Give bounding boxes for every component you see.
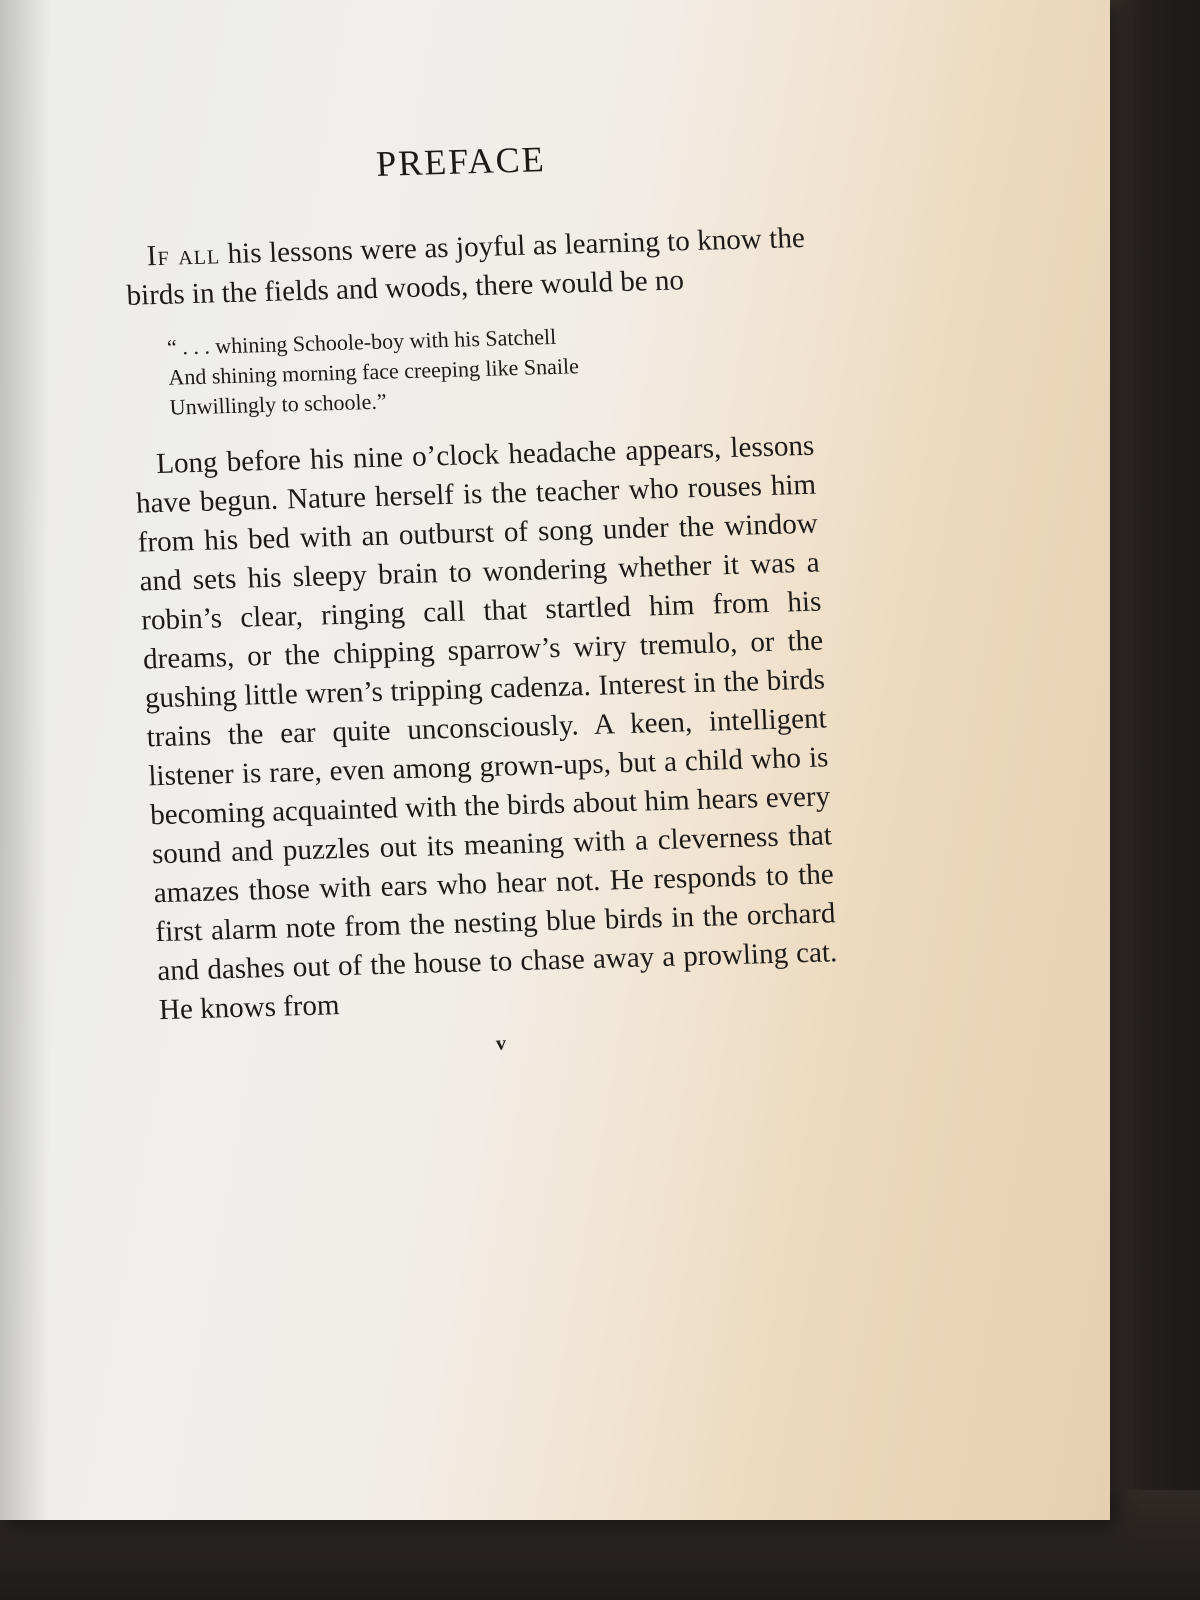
- body-paragraph: Long before his nine o’clock headache appears, lessons have begun. Nature herself is the teacher who rouses him from his bed with an outburst of song under the window and sets his sleepy brain to wondering whether it was a robin’s clear, ringing call that startled him from his dreams, or the chipping sparrow’s wiry tremulo, or the gushing little wren’s tripping cadenza. Interest in the birds trains the ear quite unconsciously. A keen, intelligent listener is rare, even among grown-ups, but a child who is becoming acquainted with the birds about him hears every sound and puzzles out its meaning with a cleverness that amazes those with ears who hear not. He responds to the first alarm note from the nesting blue birds in the orchard and dashes out of the house to chase away a prowling cat. He knows from: [135, 429, 838, 1027]
- block-quote: [166, 316, 770, 423]
- intro-lead-small-caps: If all: [146, 238, 221, 273]
- page-text-block: [120, 131, 841, 1065]
- intro-paragraph: [124, 219, 807, 316]
- page-title: PREFACE: [375, 139, 547, 184]
- quote-line-3: Unwillingly to schoole.”: [169, 388, 388, 420]
- table-surface-right: [1100, 0, 1200, 1600]
- quote-line-1: “ . . . whining Schoole-boy with his Satchell: [166, 323, 557, 360]
- page-gutter-shadow: [0, 0, 50, 1520]
- quote-line-2: And shining morning face creeping like Snaile: [167, 353, 580, 390]
- intro-text: his lessons were as joyful as learning to know the birds in the fields and woods, there would be no: [125, 221, 806, 312]
- page-number: v: [495, 1032, 507, 1055]
